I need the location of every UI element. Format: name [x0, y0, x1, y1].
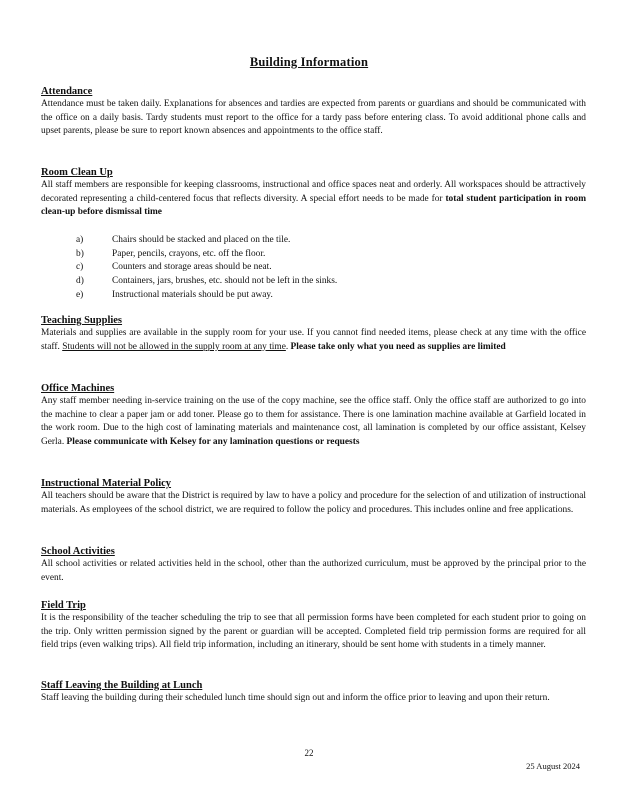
- section-office-machines: [41, 382, 586, 449]
- section-text: [41, 179, 586, 220]
- section-heading: Instructional Material Policy: [41, 478, 172, 489]
- section-text: Staff leaving the building during their scheduled lunch time should sign out and inform the office prior to leaving and upon their return.: [41, 693, 550, 703]
- list-marker: b): [76, 248, 84, 259]
- section-text: Attendance must be taken daily. Explanations for absences and tardies are expected from parents or guardians and should be communicated with the office on a daily basis. Tardy students must report to the office for a tardy pass before entering class. To avoid additional phone calls and upset parents, please be sure to report known absences and appointments to the office staff.: [41, 99, 586, 137]
- text-part: .: [285, 341, 291, 352]
- list-item: [76, 289, 496, 303]
- section-text: All teachers should be aware that the District is required by law to have a policy and procedure for the selection of and utilization of instructional materials. As employees of the school district, we are required to follow the policy and procedures. This includes online and free applications.: [41, 491, 586, 515]
- section-heading: Staff Leaving the Building at Lunch: [41, 680, 203, 691]
- list-item: [76, 234, 496, 248]
- section-teaching-supplies: [41, 314, 586, 354]
- section-heading: Attendance: [41, 86, 93, 97]
- list-item-text: Paper, pencils, crayons, etc. off the floor.: [112, 248, 266, 259]
- text-underlined: Students will not be allowed in the supply room at any time: [62, 341, 286, 352]
- list-item-text: Counters and storage areas should be neat.: [112, 262, 272, 273]
- section-heading: Field Trip: [41, 600, 86, 611]
- section-attendance: [41, 85, 586, 139]
- list-item-text: Instructional materials should be put away.: [112, 289, 273, 300]
- section-text: [41, 327, 586, 354]
- section-text: All school activities or related activities held in the school, other than the authorized curriculum, must be approved by the principal prior to the event.: [41, 559, 586, 583]
- list-item-text: Containers, jars, brushes, etc. should not be left in the sinks.: [112, 276, 338, 287]
- section-heading: Teaching Supplies: [41, 315, 123, 326]
- section-instructional-material-policy: [41, 477, 586, 517]
- page-number: 22: [304, 748, 314, 758]
- text-part: All staff members are responsible for keeping classrooms, instructional and office spaces neat and orderly. All workspaces should be attractively decorated representing a child-centered focus that reflects diversity. A special effort needs to be made for: [41, 180, 586, 204]
- text-emphasis: Please communicate with Kelsey for any lamination questions or requests: [66, 436, 360, 447]
- footer-date: 25 August 2024: [526, 761, 580, 771]
- section-school-activities: [41, 545, 586, 585]
- section-text: It is the responsibility of the teacher scheduling the trip to see that all permission forms have been completed for each student prior to going on the trip. Only written permission signed by the parent or guardian will be accepted. Completed field trip permission forms are required for all field trips (even walking trips). All field trip information, including an itinerary, should be sent home with students in a timely manner.: [41, 613, 586, 651]
- section-staff-leaving: [41, 679, 586, 706]
- text-emphasis: total student participation in room clean-up before dismissal time: [41, 193, 587, 218]
- section-heading: Office Machines: [41, 383, 115, 394]
- list-item-text: Chairs should be stacked and placed on the tile.: [112, 235, 291, 245]
- list-item: [76, 248, 496, 262]
- section-field-trip: [41, 599, 586, 653]
- section-text: [41, 395, 586, 449]
- list-marker: c): [76, 262, 84, 273]
- section-heading: Room Clean Up: [41, 167, 113, 178]
- list-marker: a): [76, 235, 84, 245]
- list-item: [76, 261, 496, 275]
- text-part: Any staff member needing in-service training on the use of the copy machine, see the office staff. Only the office staff are authorized to go into the machine to clear a paper jam or add toner. Please go to them for assistance. There is one lamination machine available at Garfield located in the work room. Due to the high cost of laminating materials and maintenance cost, all lamination is completed by our office assistant, Kelsey Gerla.: [41, 396, 586, 447]
- text-emphasis: Please take only what you need as supplies are limited: [290, 341, 506, 352]
- section-heading: School Activities: [41, 546, 115, 557]
- text-part: Materials and supplies are available in the supply room for your use. If you cannot find needed items, please check at any time with the office staff.: [41, 328, 586, 352]
- page-title: Building Information: [249, 55, 369, 69]
- list-marker: d): [76, 276, 84, 287]
- clean-up-list: [76, 234, 496, 302]
- section-room-clean-up: [41, 166, 586, 220]
- list-item: [76, 275, 496, 289]
- list-marker: e): [76, 289, 84, 300]
